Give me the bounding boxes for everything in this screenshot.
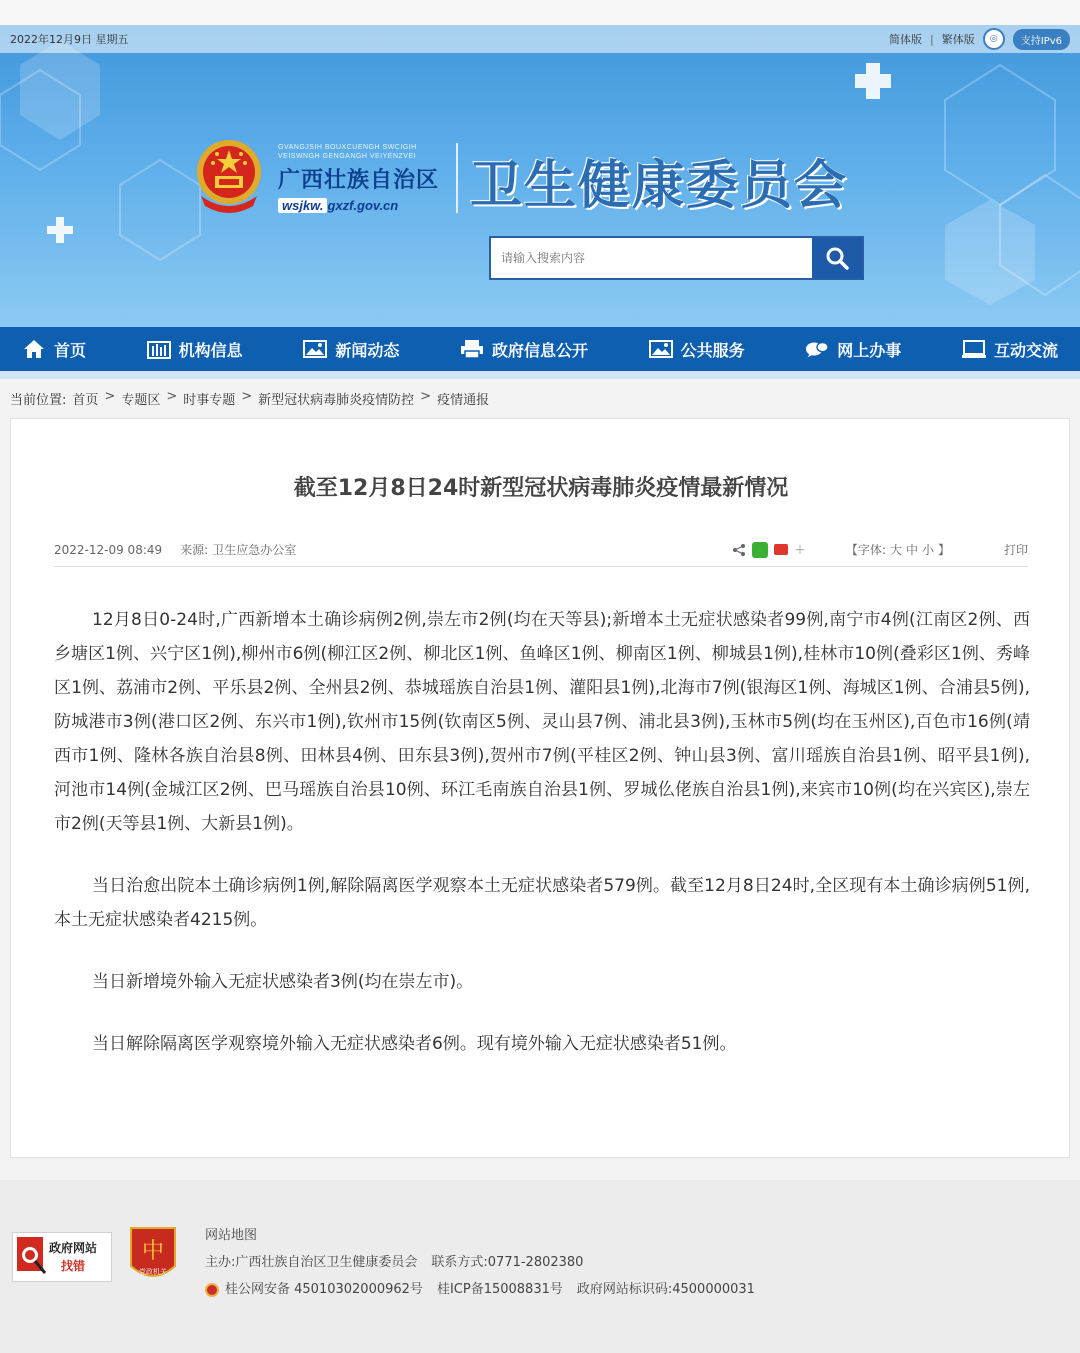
topbar-separator: | [930,32,934,46]
article-card [10,418,1070,1158]
publish-date: 2022-12-09 08:49 [54,542,163,557]
site-url [278,198,448,213]
article-paragraph: 当日治愈出院本土确诊病例1例,解除隔离医学观察本土无症状感染者579例。截至12月8日24时,全区现有本土确诊病例51例,本土无症状感染者4215例。 [54,876,1030,930]
font-size-selector [846,541,950,558]
search-icon [825,246,849,270]
top-info-bar [0,25,1080,53]
logo-divider [456,143,458,213]
building-icon [147,339,171,359]
badge1-line2: 找错 [61,1259,86,1273]
home-icon [22,339,46,359]
main-nav [0,327,1080,371]
share-group [732,542,806,558]
font-size-medium[interactable]: 中 [905,543,918,557]
article-title: 截至12月8日24时新型冠状病毒肺炎疫情最新情况 [293,476,789,501]
font-label-close: 】 [937,543,950,557]
nav-label: 网上办事 [837,340,902,360]
top-strip [0,0,1080,25]
breadcrumb-separator: > [241,389,253,404]
site-url-suffix: gxzf.gov.cn [327,198,399,213]
footer-info [205,1222,755,1303]
nav-label: 首页 [54,340,87,360]
breadcrumb-item-report[interactable]: 疫情通报 [437,393,490,408]
topbar-right-group [889,28,1070,50]
police-record-text: 桂公网安备 45010302000962号 [225,1282,423,1297]
svg-text:中: 中 [141,1239,165,1264]
search-box [489,236,864,280]
nav-label: 机构信息 [178,340,243,360]
search-input[interactable] [491,238,812,278]
nav-item-gov-info[interactable] [460,338,588,361]
breadcrumb-item-covid[interactable]: 新型冠状病毒肺炎疫情防控 [258,393,415,408]
simplified-version-link[interactable]: 简体版 [889,33,923,46]
breadcrumb-label: 当前位置: [10,393,67,408]
source-name: 卫生应急办公室 [212,543,297,557]
pinyin-line-1: GVANGJSIH BOUXCUENGH SWCIGIH [278,144,417,151]
gov-site-error-report-badge[interactable] [12,1232,112,1282]
magnifier-icon [15,1235,49,1279]
site-url-prefix: wsjkw. [278,198,327,213]
header-banner [0,25,1080,327]
nav-underline [0,371,1080,379]
search-button[interactable] [812,238,862,278]
share-icon[interactable] [732,543,746,557]
printer-icon [460,339,484,359]
nav-item-online-service[interactable] [805,338,901,361]
nav-label: 政府信息公开 [491,340,588,360]
nav-label: 新闻动态 [335,340,400,360]
article-paragraph: 当日解除隔离医学观察境外输入无症状感染者6例。现有境外输入无症状感染者51例。 [92,1034,737,1054]
font-size-small[interactable]: 小 [921,543,934,557]
badge1-text [49,1239,97,1275]
source-label: 来源: [180,543,209,557]
sitemap-link[interactable]: 网站地图 [205,1228,258,1243]
icp-record[interactable]: 桂ICP备15008831号 [436,1282,563,1297]
nav-item-home[interactable] [22,338,86,361]
police-badge-icon [205,1283,219,1297]
breadcrumb-separator: > [420,389,432,404]
party-gov-badge-icon[interactable] [127,1224,179,1286]
breadcrumb [10,389,489,408]
image-icon [303,339,327,359]
article-paragraph: 12月8日0-24时,广西新增本土确诊病例2例,崇左市2例(均在天等县);新增本土无症状感染者99例,南宁市4例(江南区2例、西乡塘区1例、兴宁区1例),柳州市6例(柳江区2例、柳北区1例、鱼峰区1例、柳南区1例、柳城县1例),桂林市10例(叠彩区1例、秀峰区1例、荔浦市2例、平乐县2例、全州县2例、恭城瑶族自治县1例、灌阳县1例),北海市7例(银海区1例、海城区1例、合浦县5例),防城港市3例(港口区2例、东兴市1例),钦州市15例(钦南区5例、灵山县7例、浦北县3例),玉林市5例(均在玉州区),百色市16例(靖西市1例、隆林各族自治县8例、田林县4例、田东县3例),贺州市7例(平桂区2例、钟山县3例、富川瑶族自治县1例、昭平县1例),河池市14例(金城江区2例、巴马瑶族自治县10例、环江毛南族自治县1例、罗城仫佬族自治县1例),来宾市10例(均在兴宾区),崇左市2例(天等县1例、大新县1例)。 [54,610,1030,834]
footer-host: 主办:广西壮族自治区卫生健康委员会 [205,1255,418,1270]
nav-label: 互动交流 [993,340,1058,360]
police-record[interactable] [205,1276,423,1303]
font-size-large[interactable]: 大 [889,543,902,557]
more-share-icon[interactable]: + [794,541,806,558]
pinyin-line-2: VEISWNGH GENGANGH VEIYENZVEI [278,153,417,160]
nav-item-org-info[interactable] [147,338,243,361]
weibo-share-icon[interactable] [774,544,788,555]
traditional-version-link[interactable]: 繁体版 [941,33,975,46]
article-meta [54,533,1028,567]
party-gov-badge-text: 党政机关 [139,1268,167,1276]
breadcrumb-separator: > [166,389,178,404]
site-title: 卫生健康委员会 [470,155,849,216]
print-button[interactable]: 打印 [1003,543,1028,557]
breadcrumb-item-topics[interactable]: 专题区 [121,393,161,408]
region-name: 广西壮族自治区 [278,168,440,193]
current-date: 2022年12月9日 星期五 [10,33,129,46]
font-label-open: 【字体: [845,543,886,557]
footer [0,1180,1080,1353]
footer-contact: 联系方式:0771-2802380 [431,1255,584,1270]
breadcrumb-item-current-affairs[interactable]: 时事专题 [183,393,236,408]
monitor-icon [962,339,986,359]
article-body [54,603,1030,1089]
nav-item-interaction[interactable] [962,338,1058,361]
footer-host-line [205,1249,755,1276]
chat-icon [805,339,829,359]
wechat-share-icon[interactable] [752,542,768,558]
national-emblem-icon [193,138,265,216]
image-icon [649,339,673,359]
meta-tools [732,541,1028,558]
nav-item-news[interactable] [303,338,399,361]
badge1-line1: 政府网站 [49,1241,98,1255]
nav-label: 公共服务 [680,340,745,360]
nav-item-public-service[interactable] [649,338,745,361]
ipv6-badge: 支持IPv6 [1013,29,1070,50]
footer-record-line [205,1276,755,1303]
breadcrumb-item-home[interactable]: 首页 [72,393,99,408]
site-identifier: 政府网站标识码:4500000031 [576,1282,755,1297]
region-logo-text [278,143,448,213]
ipv6-globe-icon: ◎ [983,28,1005,50]
article-paragraph: 当日新增境外输入无症状感染者3例(均在崇左市)。 [92,972,474,992]
breadcrumb-separator: > [104,389,116,404]
